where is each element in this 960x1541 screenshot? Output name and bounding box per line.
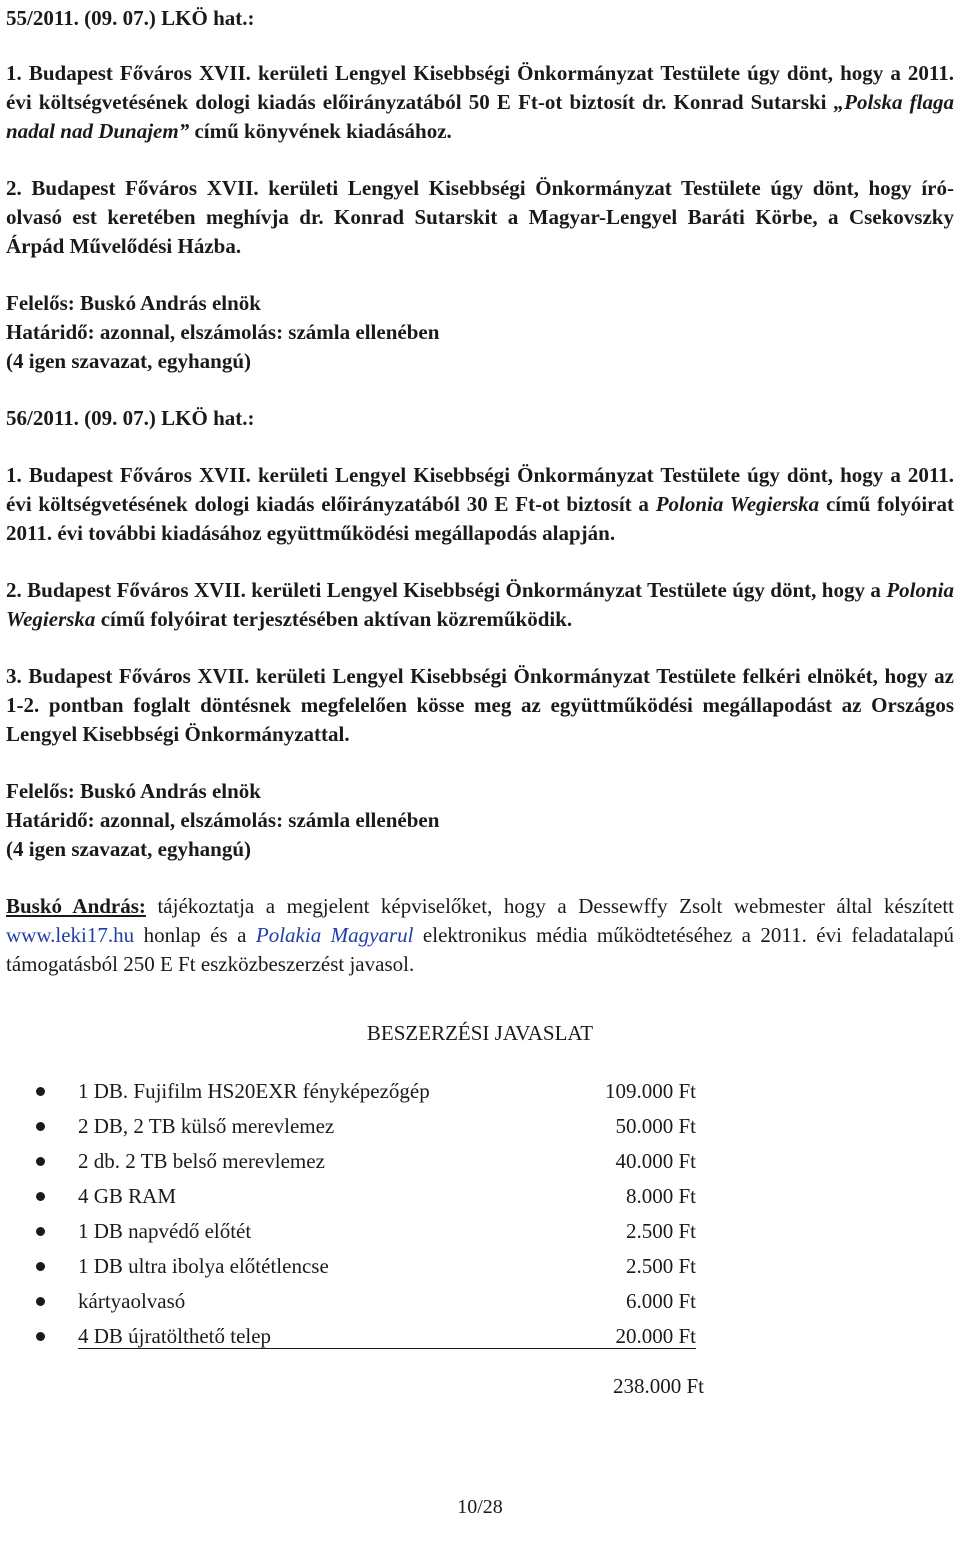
- proposal-list: [6, 1074, 954, 1354]
- deadline-line: Határidő: azonnal, elszámolás: számla ellenében: [6, 320, 440, 344]
- list-item: 1 DB ultra ibolya előtétlencse 2.500 Ft: [6, 1249, 954, 1284]
- bullet-icon: [36, 1157, 45, 1166]
- document-page: [6, 4, 954, 1412]
- resolution-56-point-2: 2. Budapest Főváros XVII. kerületi Lengyel Kisebbségi Önkormányzat Testülete úgy dönt, hogy a Polonia Wegierska című folyóirat terjesztésében aktívan közreműködik.: [6, 578, 954, 631]
- bullet-icon: [36, 1122, 45, 1131]
- list-item: 4 DB újratölthető telep 20.000 Ft: [6, 1319, 954, 1354]
- resolution-55-point-2: 2. Budapest Főváros XVII. kerületi Lengyel Kisebbségi Önkormányzat Testülete úgy dönt, hogy író-olvasó est keretében meghívja dr. Konrad Sutarskit a Magyar-Lengyel Baráti Körbe, a Csekovszky Árpád Művelődési Házba.: [6, 176, 954, 258]
- speaker-name: Buskó András:: [6, 894, 146, 918]
- list-item: kártyaolvasó 6.000 Ft: [6, 1284, 954, 1319]
- busko-statement: Buskó András: tájékoztatja a megjelent képviselőket, hogy a Dessewffy Zsolt webmester által készített www.leki17.hu honlap és a Polakia Magyarul elektronikus média működtetéséhez a 2011. évi feladatalapú támogatásból 250 E Ft eszközbeszerzést javasol.: [6, 894, 955, 976]
- bullet-icon: [36, 1297, 45, 1306]
- resolution-55-point-1: 1. Budapest Főváros XVII. kerületi Lengyel Kisebbségi Önkormányzat Testülete úgy dönt, hogy a 2011. évi költségvetésének dologi kiadás előirányzatából 50 E Ft-ot biztosít dr. Konrad Sutarski „Polska flaga nadal nad Dunajem” című könyvének kiadásához.: [6, 61, 954, 143]
- vote-line: (4 igen szavazat, egyhangú): [6, 837, 251, 861]
- list-item: 2 db. 2 TB belső merevlemez 40.000 Ft: [6, 1144, 954, 1179]
- resolution-55-title: 55/2011. (09. 07.) LKÖ hat.:: [6, 6, 255, 30]
- website-link[interactable]: www.leki17.hu: [6, 923, 135, 947]
- resolution-56-title: 56/2011. (09. 07.) LKÖ hat.:: [6, 406, 255, 430]
- total-row: [6, 1372, 954, 1412]
- list-item: 1 DB. Fujifilm HS20EXR fényképezőgép 109.000 Ft: [6, 1074, 954, 1109]
- media-link[interactable]: Polakia Magyarul: [255, 923, 414, 947]
- sum-rule: [78, 1348, 696, 1349]
- deadline-line: Határidő: azonnal, elszámolás: számla ellenében: [6, 808, 440, 832]
- resolution-56-point-3: 3. Budapest Főváros XVII. kerületi Lengyel Kisebbségi Önkormányzat Testülete felkéri elnökét, hogy az 1-2. pontban foglalt döntésnek megfelelően kösse meg az együttműködési megállapodást az Országos Lengyel Kisebbségi Önkormányzattal.: [6, 664, 954, 746]
- bullet-icon: [36, 1227, 45, 1236]
- bullet-icon: [36, 1192, 45, 1201]
- list-item: 4 GB RAM 8.000 Ft: [6, 1179, 954, 1214]
- list-item: 1 DB napvédő előtét 2.500 Ft: [6, 1214, 954, 1249]
- bullet-icon: [36, 1087, 45, 1096]
- resolution-56-point-1: 1. Budapest Főváros XVII. kerületi Lengyel Kisebbségi Önkormányzat Testülete úgy dönt, hogy a 2011. évi költségvetésének dologi kiadás előirányzatából 30 E Ft-ot biztosít a Polonia Wegierska című folyóirat 2011. évi további kiadásához együttműködési megállapodás alapján.: [6, 463, 955, 545]
- list-item: 2 DB, 2 TB külső merevlemez 50.000 Ft: [6, 1109, 954, 1144]
- bullet-icon: [36, 1262, 45, 1271]
- responsible-line: Felelős: Buskó András elnök: [6, 779, 261, 803]
- responsible-line: Felelős: Buskó András elnök: [6, 291, 261, 315]
- vote-line: (4 igen szavazat, egyhangú): [6, 349, 251, 373]
- proposal-heading: BESZERZÉSI JAVASLAT: [366, 1021, 594, 1045]
- page-number: 10/28: [457, 1496, 503, 1518]
- total-amount: 238.000 Ft: [612, 1374, 704, 1398]
- bullet-icon: [36, 1332, 45, 1341]
